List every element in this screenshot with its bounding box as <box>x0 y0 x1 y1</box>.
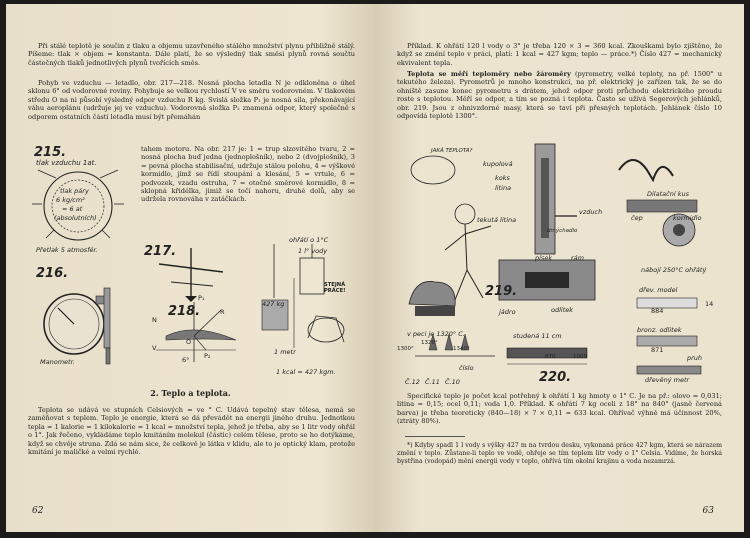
specific-heat-text: Specifické teplo je počet kcal potřebný k ohřátí 1 kg hmoty o 1° C. Je na př.: olovo = 0,031; litina = 0,15; ocel 0,11; voda 1,0. Příklad. K ohřátí 7 kg oceli z 18° na 840° (jasně červená barva) je třeba teoreticky (840—18) × 7 × 0,11 = 633 kcal. Ohřívač výhně má účinnost 20%, (ztráty 80%). <box>397 392 722 426</box>
fig219-label-molten: tekutá litina <box>477 216 517 224</box>
fig219-label-coke: koks <box>495 174 510 182</box>
fig219-cone-c12: Č.12 <box>405 378 420 386</box>
fig218-label-r: R <box>220 308 225 316</box>
footnote-text: *) Kdyby spadl 1 l vody s výšky 427 m na tvrdou desku, vykonaná práce 427 kgm, která se nárazem změní v teplo. Zůstane-li teplo ve vodě, ohřeje se tím teplem litr vody o 1° Celsia. Vidíme, že horská bystřina (vodopád) mění energii vody v teplo, ohřívá tím okolní krajinu a voda nezamrzá. <box>397 442 722 465</box>
right-top-paragraph <box>397 42 722 67</box>
fig221-label-hub: nábojí 250°C ohřátý <box>641 266 707 274</box>
fig220-label-wood-model: dřev. model <box>639 286 678 294</box>
flight-text-a: Pohyb ve vzduchu — letadlo, obr. 217—218. Nosná plocha letadla N je odkloněna o úhel sklonu 6° od vodorovné roviny. Pohybuje se velkou rychlostí V ve směru vodorovném. V tlakovém středu O na ni působí výsledný odpor vzduchu R kg. Svislá složka P₁ je nosná síla, překonávající váhu aeroplánu (udržuje jej ve vzduchu). Vodorovná složka P₂ znamená odpor, který společně s odporem ostatních částí letadla musí být přemáhán <box>28 79 355 121</box>
example-text: Příklad. K ohřátí 120 l vody o 3° je třeba 120 × 3 = 360 kcal. Zkouškami bylo zjištěno, že když se změní teplo v práci, platí: 1 kcal = 427 kgm; teplo — práce.*) Číslo 427 = mechanický ekvivalent tepla. <box>397 42 722 67</box>
fig219-label-blower: dmýchadlo <box>547 228 578 234</box>
work-label-same: STEJNÁ PRÁCE! <box>324 282 346 294</box>
section-heading-heat: 2. Teplo a teplota. <box>150 388 231 398</box>
fig220-label-bronze: bronz. odlitek <box>637 326 682 334</box>
fig219-number: 219. <box>485 284 518 299</box>
work-label-meter: 1 metr <box>274 348 296 356</box>
fig219-label-question: JAKÁ TEPLOTA? <box>431 148 473 154</box>
fig218-number: 218. <box>168 304 201 319</box>
left-page <box>6 4 375 532</box>
page-number-left: 62 <box>32 506 44 516</box>
fig218-label-p2: P₂ <box>204 352 211 360</box>
fig219-label-sand: písek <box>535 254 553 262</box>
fig220-label-cold: studená 11 cm <box>513 332 562 340</box>
fig216-number: 216. <box>36 266 69 281</box>
fig219-label-frame: rám <box>571 254 584 262</box>
work-label-kcal: 1 kcal = 427 kgm. <box>276 368 336 376</box>
fig219-label-air: vzduch <box>579 208 603 216</box>
fig221-label-pin: čep <box>631 214 643 222</box>
fig219-label-number: číslo <box>459 364 474 372</box>
fig219-label-core: jádro <box>499 308 516 316</box>
fig216-caption: Manometr. <box>40 358 75 366</box>
fig219-cone-1320: 1320° <box>421 340 438 346</box>
measure-paragraph <box>397 70 722 120</box>
fig218-label-v: V <box>152 344 157 352</box>
fig218-wing-forces <box>146 300 246 370</box>
page-number-right: 63 <box>702 506 714 516</box>
fig219-label-iron: litina <box>495 184 512 192</box>
fig220-label-strip: pruh <box>687 354 703 362</box>
fig219-label-oven: v peci je 1320° C. <box>407 330 465 338</box>
fig220-label-meter: dřevěný metr <box>645 376 690 384</box>
flight-text-b: tahem motoru. Na obr. 217 je: 1 = trup slzovitého tvaru, 2 = nosná plocha buď jedna (jednoplošník), nebo 2 (dvojplošník), 3 = pevná plocha stabilisační, udržuje stálou polohu, 4 = výškové kormidlo, jímž se řídí stoupání a klesání, 5 = vrtule, 6 = podvozek, vzadu ostruha, 7 = otočné směrové kormidlo, 8 = sklopná křidélka, jimiž se točí nahoru, druhé dolů, aby se udržela rovnováha v zatáčkách. <box>141 145 355 204</box>
book-spread <box>6 4 744 532</box>
footnote <box>397 442 722 466</box>
measure-heading: Teplota se měří teploměry nebo žároměry <box>407 70 571 78</box>
fig220-label-871: 871 <box>651 346 664 354</box>
fig215-diagram <box>28 164 128 244</box>
fig218-label-angle: 6° <box>182 356 190 364</box>
fig219-cone-1300: 1300° <box>397 346 414 352</box>
footnote-rule <box>405 436 465 437</box>
left-bottom-paragraph <box>28 406 355 456</box>
fig217-airplane <box>151 242 231 302</box>
flight-paragraph-a <box>28 79 355 121</box>
measure-text: (pyrometry, velké teploty, na př. 1500° u tekutého železa). Pyrometrů je mnoho konstrukcí, na př. elektrický je zařízen tak, že se do ohniště zasune konec pyrometru s drátem, jehož odpor proti průchodu elektrického proudu roste s teplotou. Měří se odpor, a tím se pozná i teplota. Často se užívá Segerových jehlánků, obr. 219. Jsou z ohnivzdorné masy, která se taví při přesných teplotách. Jehlánek číslo 10 odpovídá teplotě 1300°. <box>397 70 722 121</box>
fig221-label-rudder: kormidlo <box>673 214 702 222</box>
fig215-inner-3: = 6 at <box>62 205 83 213</box>
fig220-number: 220. <box>539 370 572 385</box>
fig220-label-14: 14 <box>705 300 714 308</box>
fig215-caption: Přetlak 5 atmosfér. <box>36 246 98 254</box>
work-label-weight: 427 kg <box>262 300 285 308</box>
fig219-cone-c10: Č.10 <box>445 378 460 386</box>
fig221-label-dilatation: Dilatační kus <box>647 190 689 198</box>
fig219-cone-1340: 1340° <box>453 346 470 352</box>
fig219-label-cupola: kupolová <box>483 160 513 168</box>
fig215-inner-4: (absolutních) <box>54 214 97 222</box>
work-label-heat: ohřátí o 1°C <box>289 236 329 244</box>
heat-text: Teplota se udává ve stupních Celsiových = ve ° C. Udává tepelný stav tělesa, nemá se zaměňovat s teplem. Teplo je energie, která se dá převádět na energii jiného druhu. Jednotkou tepla = 1 kalorie = 1 kilokalorie = 1 kcal = množství tepla, jehož je třeba, aby se 1 litr vody ohřál o 1°. Jak řečeno, vykládáme teplo kmitáním molekul (částic) celém tělese, proto se ho dotýkáme, když se chvěje struna. Zdá se nám sice, že celkově je látka v klidu, ale to je optický klam, protože kmitání je maličké a velmi rychlé. <box>28 406 355 457</box>
fig218-label-n: N <box>152 316 157 324</box>
gas-law-text: Při stálé teplotě je součin z tlaku a objemu uzavřeného stálého množství plynu přibližně stálý. Píšeme: tlak × objem = konstanta. Dále platí, že se výsledný tlak směsi plynů rovná součtu částečných tlaků jednotlivých plynů tvořících směs. <box>28 42 355 67</box>
fig221-expansion <box>613 150 728 260</box>
fig219-cone-c11: Č.11 <box>425 378 440 386</box>
fig220-label-884: 884 <box>651 307 664 315</box>
fig218-label-o: O <box>186 338 192 346</box>
left-top-paragraph <box>28 42 355 67</box>
specific-heat-paragraph <box>397 392 722 426</box>
fig215-title: tlak vzduchu 1at. <box>36 159 97 167</box>
fig215-inner-2: 6 kg/cm² <box>56 196 85 204</box>
fig217-number: 217. <box>144 244 177 259</box>
flight-paragraph-b <box>141 145 355 204</box>
fig220-label-870: 870 <box>545 354 556 360</box>
fig220-label-1000: 1000 <box>573 354 587 360</box>
fig215-inner-1: tlak páry <box>60 187 89 195</box>
right-page <box>375 4 744 532</box>
fig218-label-p1: P₁ <box>198 294 205 302</box>
fig219-label-casting: odlitek <box>551 306 574 314</box>
fig215-number: 215. <box>34 145 67 160</box>
work-label-water: 1 l° vody <box>298 247 328 255</box>
